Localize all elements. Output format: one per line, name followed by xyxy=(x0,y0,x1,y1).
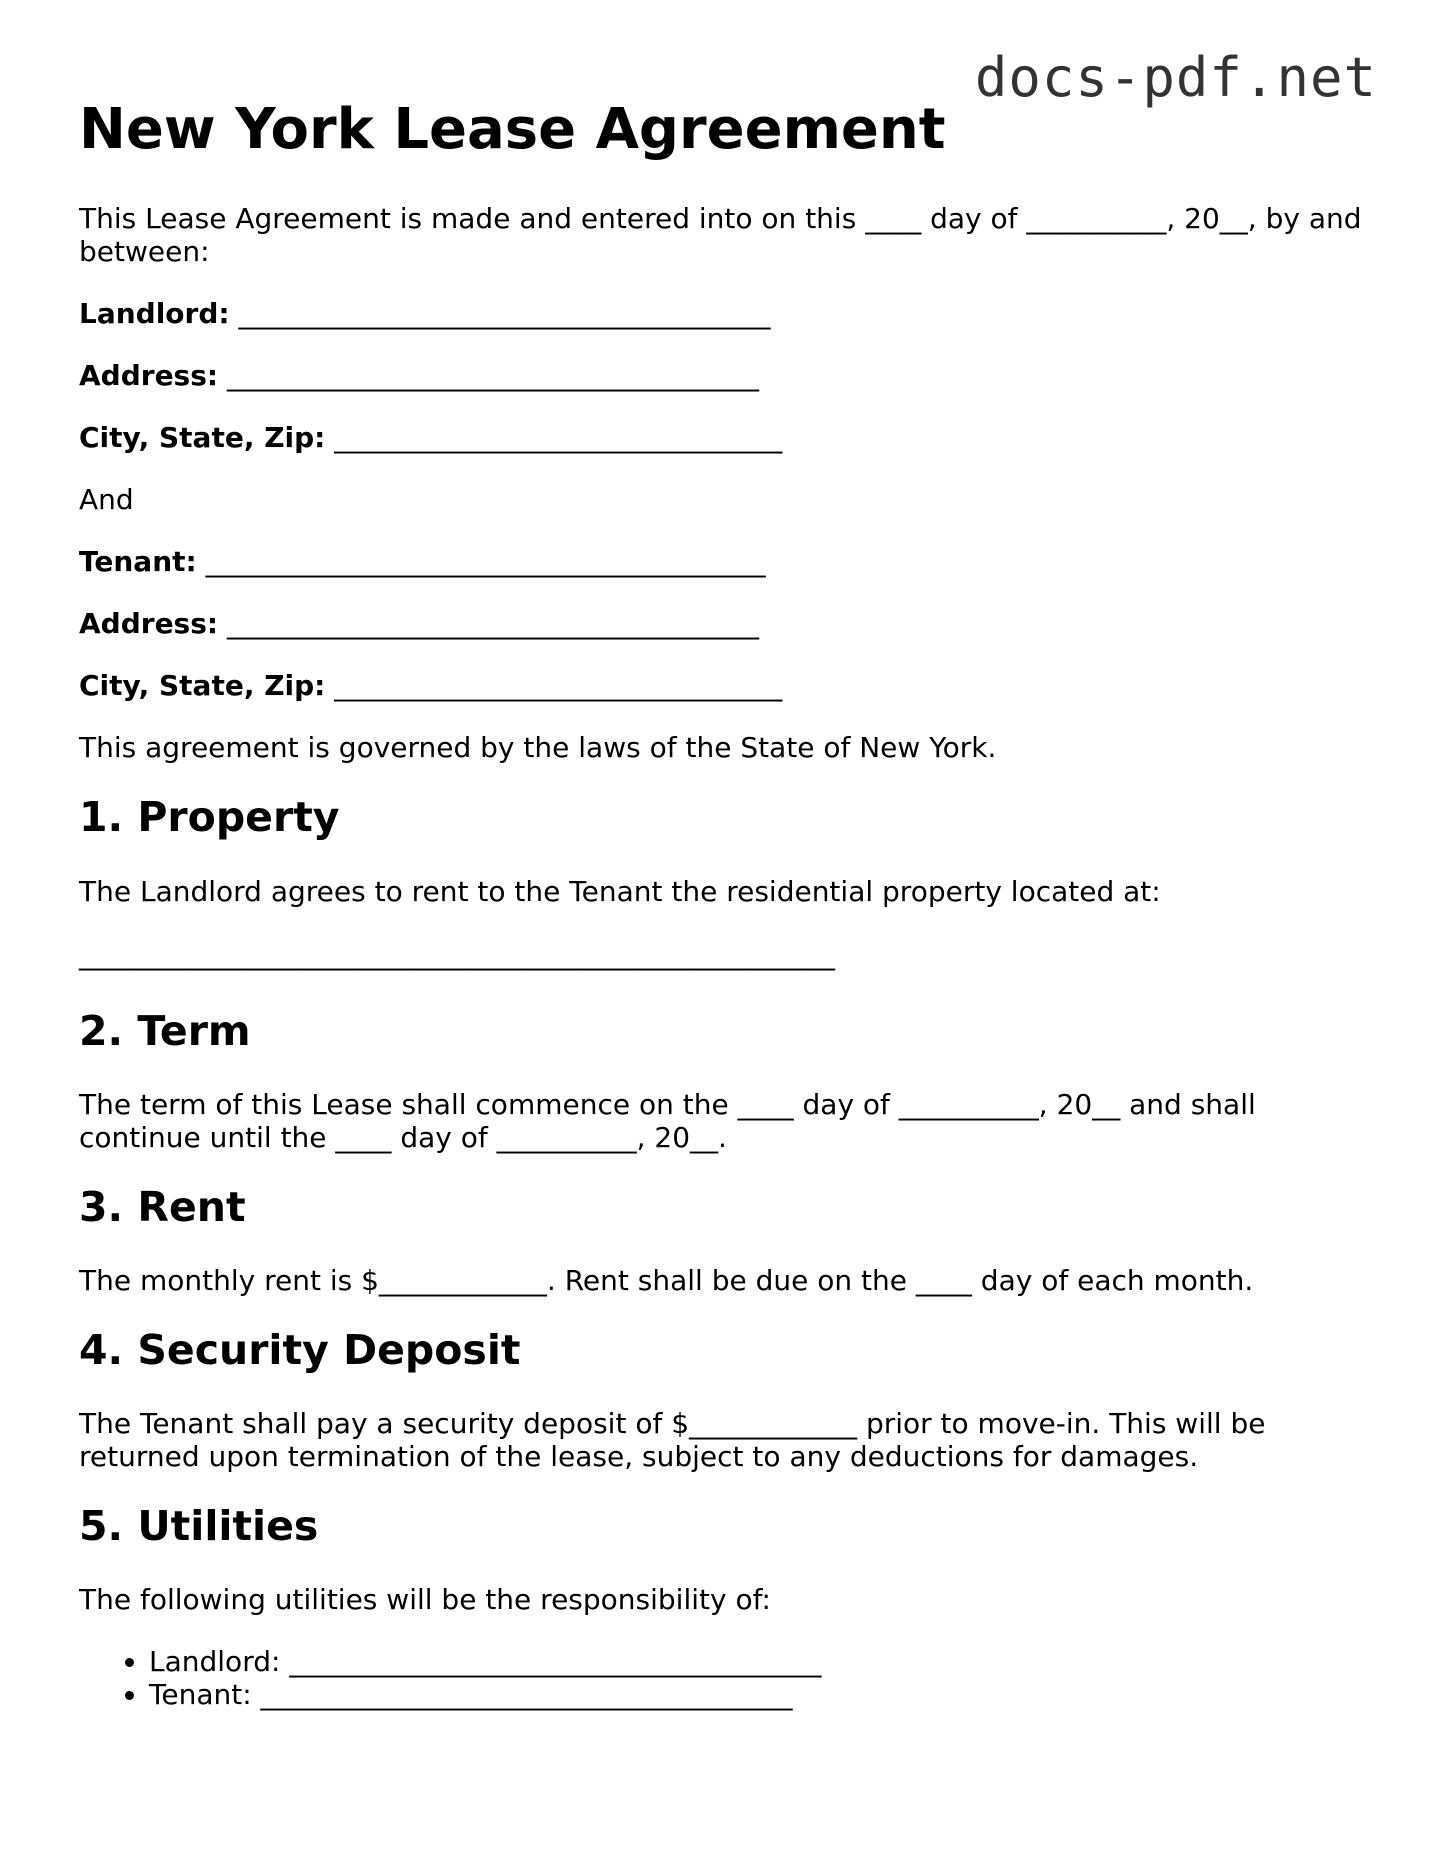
term-text: The term of this Lease shall commence on the ____ day of __________, 20__ and shall continue until the ____ day of __________, 20__. xyxy=(79,1087,1256,1154)
document-page xyxy=(79,98,1369,1711)
intro-paragraph: This Lease Agreement is made and entered into on this ____ day of __________, 20__, by and between: xyxy=(79,202,1362,269)
utilities-text: The following utilities will be the responsibility of: xyxy=(79,1583,771,1617)
tenant-name-field xyxy=(79,545,1369,578)
utilities-landlord-item: • Landlord: ______________________________________ xyxy=(149,1645,1369,1678)
and-text: And xyxy=(79,483,134,517)
section-heading-rent: 3. Rent xyxy=(79,1182,246,1231)
landlord-address-field xyxy=(79,359,1369,392)
rent-text: The monthly rent is $____________. Rent shall be due on the ____ day of each month. xyxy=(79,1263,1254,1297)
watermark-logo: docs-pdf.net xyxy=(974,46,1377,109)
tenant-csz-field xyxy=(79,669,1369,702)
section-heading-deposit: 4. Security Deposit xyxy=(79,1325,521,1374)
tenant-csz-label: City, State, Zip: xyxy=(79,669,326,703)
landlord-address-label: Address: xyxy=(79,359,219,393)
landlord-csz-label: City, State, Zip: xyxy=(79,421,326,455)
page-title: New York Lease Agreement xyxy=(79,97,946,162)
landlord-name-field xyxy=(79,297,1369,330)
landlord-csz-field xyxy=(79,421,1369,454)
tenant-name-blank: ________________________________________ xyxy=(205,545,766,579)
landlord-address-blank: ______________________________________ xyxy=(227,359,759,393)
section-heading-utilities: 5. Utilities xyxy=(79,1502,319,1551)
tenant-address-field xyxy=(79,607,1369,640)
landlord-name-blank: ______________________________________ xyxy=(238,297,771,331)
utilities-list xyxy=(79,1645,1369,1711)
governing-law-text: This agreement is governed by the laws of the State of New York. xyxy=(79,731,997,765)
property-text: The Landlord agrees to rent to the Tenant the residential property located at: xyxy=(79,874,1161,908)
section-heading-term: 2. Term xyxy=(79,1006,251,1055)
landlord-name-label: Landlord: xyxy=(79,297,230,331)
tenant-name-label: Tenant: xyxy=(79,545,197,579)
property-address-blank: ______________________________________________________ xyxy=(79,937,835,971)
tenant-csz-blank: ________________________________ xyxy=(334,669,783,703)
utilities-tenant-item: • Tenant: ______________________________________ xyxy=(149,1678,1369,1711)
tenant-address-label: Address: xyxy=(79,607,219,641)
deposit-text: The Tenant shall pay a security deposit of $____________ prior to move-in. This will be returned upon termination of the lease, subject to any deductions for damages. xyxy=(79,1407,1266,1474)
landlord-csz-blank: ________________________________ xyxy=(334,421,783,455)
section-heading-property: 1. Property xyxy=(79,793,340,842)
tenant-address-blank: ______________________________________ xyxy=(227,607,759,641)
